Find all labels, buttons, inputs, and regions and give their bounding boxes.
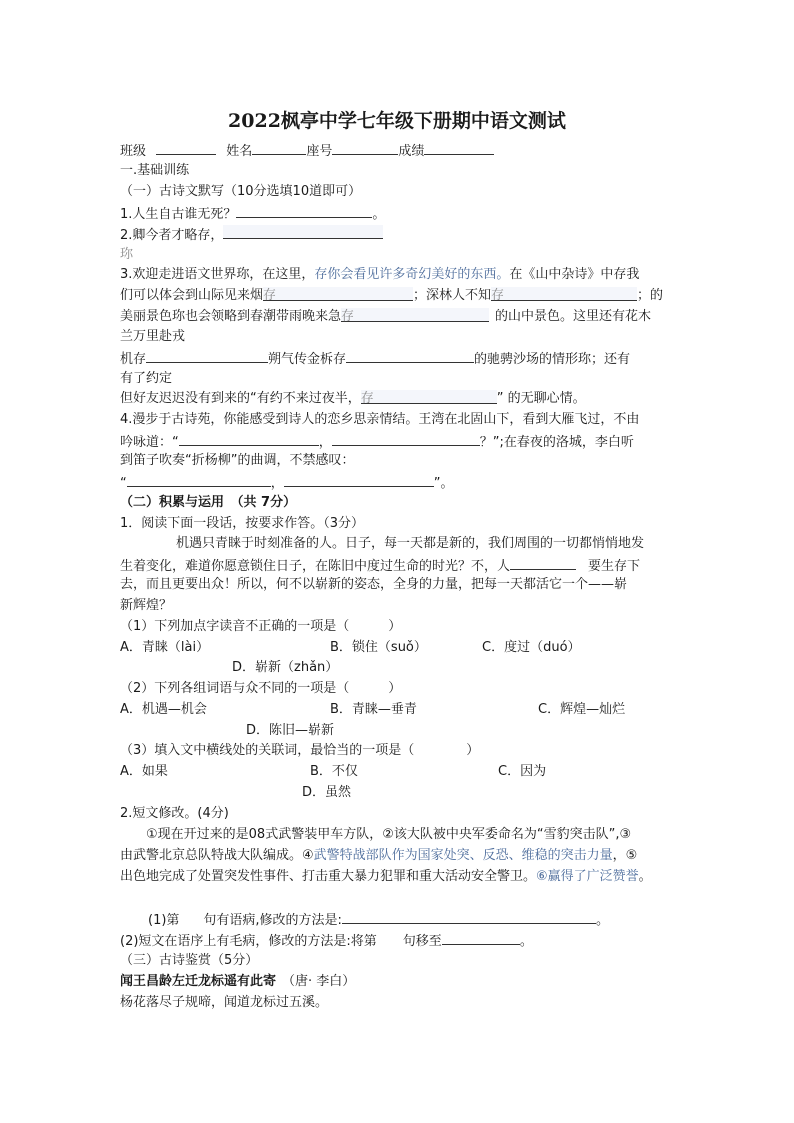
revise-q2-c: 。 (519, 934, 533, 949)
sub-q3-option-c[interactable]: C．因为 (498, 764, 547, 779)
q4-text-e: ， (270, 476, 284, 491)
q3-line3 (120, 308, 651, 326)
text-line2-a: 由武警北京总队特战大队编成。④ (120, 848, 314, 863)
poem-author: （唐· 李白） (282, 974, 356, 989)
sub-q1-option-a[interactable]: A．青睐（lài） (120, 640, 210, 655)
q4-text-c: ？”;在春夜的洛城，李白听 (479, 435, 634, 450)
text-line2-b: 武警特战部队作为国家处突、反恐、维稳的突击力量 (313, 848, 613, 863)
text-line1: ①现在开过来的是08式武警装甲车方队，②该大队被中央军委命名为“雪豹突击队”,③ (146, 827, 632, 842)
q3-blank3[interactable] (341, 308, 489, 322)
page-title: 2022枫亭中学七年级下册期中语文测试 (228, 110, 566, 132)
q3-line7 (120, 390, 586, 408)
q2-text: 2.卿今者才略存， (120, 228, 224, 243)
passage-line1: 机遇只青睐于时刻准备的人。日子，每一天都是新的，我们周围的一切都悄悄地发 (176, 536, 645, 551)
q3-text-b: 存你会看见许多奇幻美好的东西。 (314, 267, 510, 282)
text-line3-c: 。 (638, 869, 652, 884)
revise-q1-c: 。 (595, 913, 609, 928)
poem-line1: 杨花落尽子规啼，闻道龙标过五溪。 (120, 995, 329, 1010)
sub-q2-option-a[interactable]: A．机遇—机会 (120, 702, 207, 717)
q4-line4 (120, 473, 454, 493)
q3-text-k: 的驰骋沙场的情形珎；还有 (474, 352, 631, 367)
q4-line1: 4.漫步于古诗苑，你能感受到诗人的恋乡思亲情结。王湾在北固山下，看到大雁飞过，不由 (120, 412, 640, 427)
q3-blank5[interactable] (346, 349, 474, 363)
q4-text-d: “ (120, 476, 127, 491)
score-label: 成绩 (398, 144, 425, 159)
q3-line5 (120, 349, 630, 369)
passage-text-b: 要生存下 (588, 559, 641, 574)
q3-blank2[interactable] (491, 287, 637, 301)
stray-fragment: 珎 (120, 247, 134, 262)
passage-line2 (120, 556, 640, 576)
passage-line4: 新辉煌？ (120, 598, 173, 613)
revise-q1-blank[interactable] (342, 910, 596, 924)
sub-q1: （1）下列加点字读音不正确的一项是（ ） (120, 619, 402, 634)
passage-line3: 去，而且更要出众！所以，何不以崭新的姿态，全身的力量，把每一天都活它一个——崭 (120, 577, 628, 592)
sec3-heading: （三）古诗鉴赏（5分） (120, 953, 259, 968)
text-line3-a: 出色地完成了处置突发性事件、打击重大暴力犯罪和重大活动安全警卫。 (120, 869, 537, 884)
sub-q3-option-a[interactable]: A．如果 (120, 764, 168, 779)
q3-text-c: 在《山中杂诗》中存我 (509, 267, 640, 282)
name-blank[interactable] (252, 141, 306, 155)
q3-blank6-mark: 存 (360, 391, 374, 406)
q3-line4: 兰万里赴戎 (120, 329, 186, 344)
q3-blank1[interactable] (263, 287, 413, 301)
q3-text-f: ；的 (637, 288, 664, 303)
sec2-q2-intro: 2.短文修改。(4分) (120, 806, 229, 821)
q3-blank4[interactable] (146, 349, 268, 363)
q3-text-l: 但好友迟迟没有到来的“有约不来过夜半， (120, 391, 361, 406)
q1-text: 1.人生自古谁无死？ (120, 207, 237, 222)
sub-q3-option-d[interactable]: D．虽然 (302, 785, 352, 800)
text-line2 (120, 847, 637, 865)
sub-q3: （3）填入文中横线处的关联词，最恰当的一项是（ ） (120, 743, 480, 758)
q3-text-h: 的山中景色。这里还有花木 (495, 309, 652, 324)
q4-text-f: ”。 (433, 476, 454, 491)
q4-text-b: ， (318, 435, 332, 450)
q3-text-m: ” 的无聊心情。 (496, 391, 586, 406)
text-line3 (120, 868, 652, 886)
revise-q1-a: (1)第 (148, 913, 180, 928)
q3-text-g: 美丽景色珎也会领略到春潮带雨晚来急 (120, 309, 342, 324)
score-blank[interactable] (424, 141, 494, 155)
q4-line2 (120, 432, 634, 452)
class-blank[interactable] (156, 141, 216, 155)
sec2-q1-intro: 1．阅读下面一段话，按要求作答。（3分） (120, 516, 365, 531)
seat-label: 座号 (306, 144, 333, 159)
q3-blank1-mark: 存 (263, 288, 277, 303)
q4-blank3[interactable] (127, 473, 271, 487)
sub-q1-option-c[interactable]: C．度过（duó） (482, 640, 581, 655)
part1-heading: 一.基础训练 (120, 163, 190, 178)
q4-text-a: 吟咏道：“ (120, 435, 179, 450)
sec2-heading: （二）积累与运用 （共 7分） (120, 495, 297, 510)
q4-line3: 到笛子吹奏“折杨柳”的曲调，不禁感叹： (120, 453, 355, 468)
q3-line6: 有了约定 (120, 371, 173, 386)
sec1-heading: （一）古诗文默写（10分选填10道即可） (120, 184, 362, 199)
q2-line (120, 225, 383, 245)
sub-q3-option-b[interactable]: B．不仅 (310, 764, 358, 779)
sub-q2: （2）下列各组词语与众不同的一项是（ ） (120, 681, 402, 696)
q3-text-d: 们可以体会到山际见来烟 (120, 288, 264, 303)
sub-q2-option-b[interactable]: B．青睐—垂青 (330, 702, 417, 717)
name-label: 姓名 (226, 144, 253, 159)
q3-blank2-mark: 存 (491, 288, 505, 303)
revise-q1 (148, 910, 609, 930)
q1-line (120, 204, 385, 224)
class-label: 班级 (120, 144, 147, 159)
header-fields (120, 141, 494, 161)
poem-title-line (120, 973, 355, 991)
revise-q2-b: 句移至 (402, 934, 442, 949)
q4-blank2[interactable] (332, 432, 480, 446)
revise-q1-b: 句有语病,修改的方法是: (203, 913, 342, 928)
q4-blank1[interactable] (179, 432, 319, 446)
q3-text-i: 机存 (120, 352, 147, 367)
text-line2-c: ，⑤ (612, 848, 638, 863)
revise-q2-a: (2)短文在语序上有毛病，修改的方法是:将第 (120, 934, 377, 949)
q2-blank[interactable] (223, 225, 383, 239)
q1-end: 。 (372, 207, 386, 222)
sub-q1-option-d[interactable]: D．崭新（zhǎn） (232, 660, 339, 675)
seat-blank[interactable] (332, 141, 398, 155)
sub-q2-option-c[interactable]: C．辉煌—灿烂 (538, 702, 626, 717)
text-line3-b: ⑥赢得了广泛赞誉 (536, 869, 639, 884)
q3-line2 (120, 287, 663, 305)
sub-q1-option-b[interactable]: B．锁住（suǒ） (330, 640, 427, 655)
poem-title: 闻王昌龄左迁龙标遥有此寄 (120, 974, 277, 989)
q1-blank[interactable] (236, 204, 372, 218)
revise-q2 (120, 931, 533, 951)
sub-q2-option-d[interactable]: D．陈旧—崭新 (246, 723, 335, 738)
passage-blank[interactable] (510, 556, 576, 570)
passage-text: 生着变化，难道你愿意锁住日子，在陈旧中度过生命的时光？不，人 (120, 559, 511, 574)
q3-text-a: 3.欢迎走进语文世界珎，在这里， (120, 267, 315, 282)
q3-text-j: 朔气传金柝存 (268, 352, 347, 367)
q3-blank6[interactable] (361, 390, 497, 404)
q4-blank4[interactable] (284, 473, 434, 487)
q3-line1 (120, 266, 639, 284)
q3-blank3-mark: 存 (341, 309, 355, 324)
revise-q2-blank[interactable] (442, 931, 520, 945)
q3-text-e: ；深林人不知 (413, 288, 492, 303)
